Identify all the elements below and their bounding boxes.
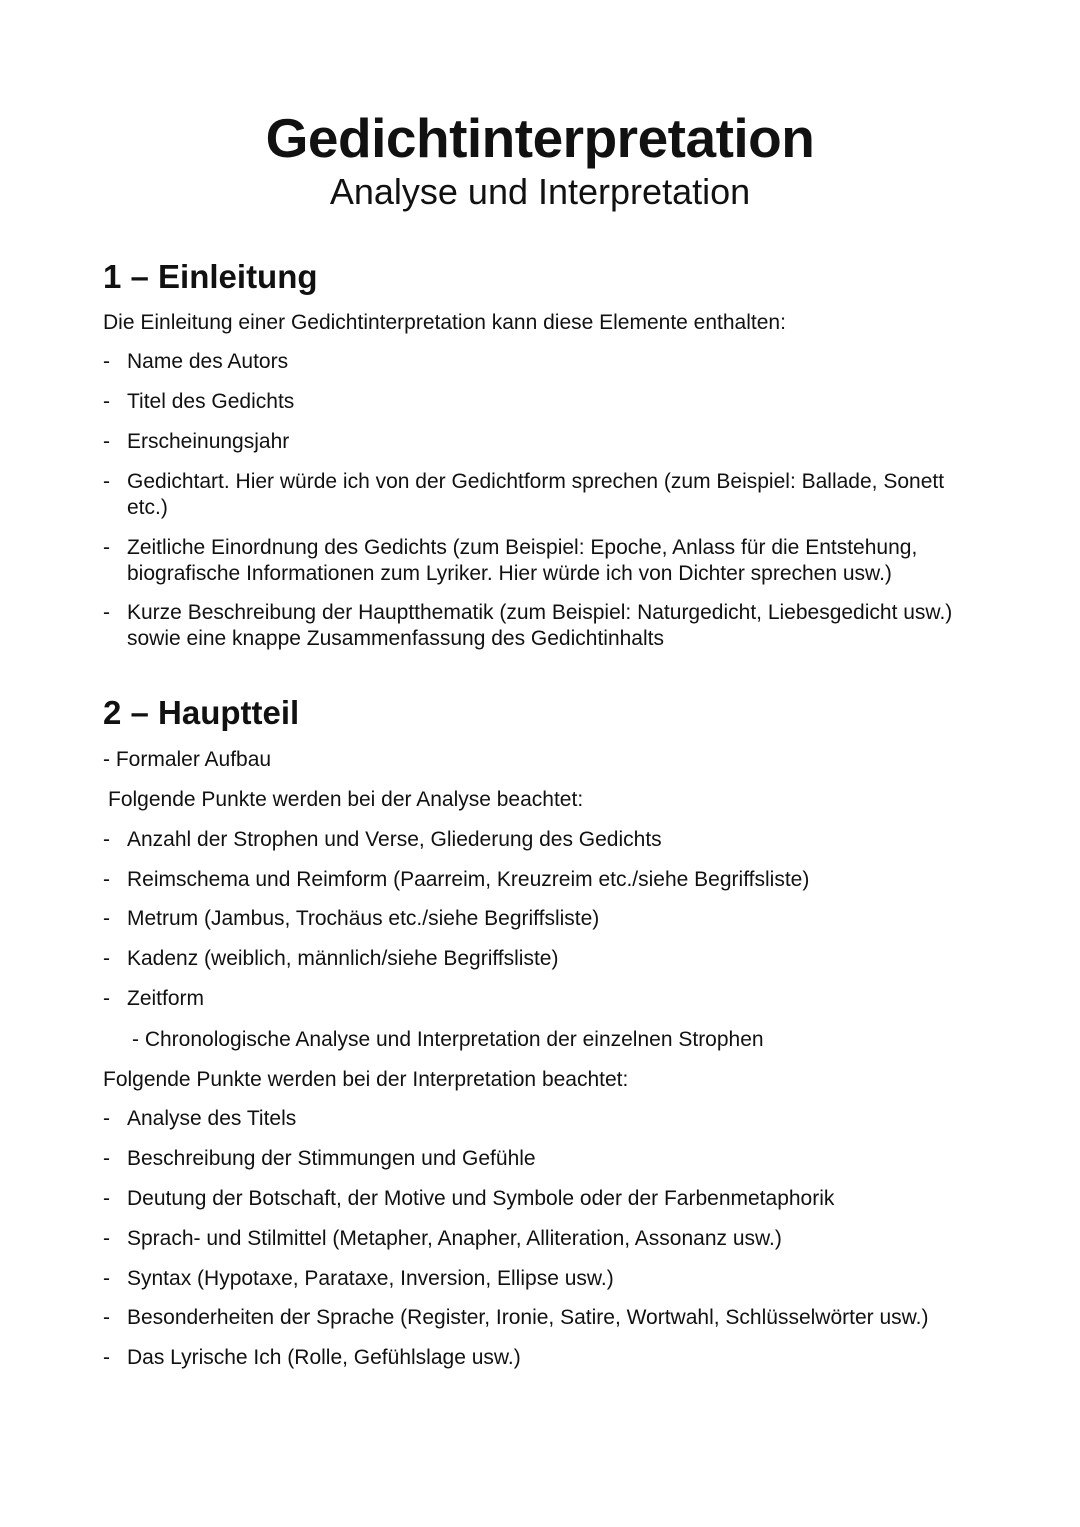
formal-structure-label: - Formaler Aufbau [103,748,272,771]
list-item [103,1146,963,1172]
bullet-dash: - [103,350,110,373]
list-item [103,600,963,651]
section-heading-hauptteil: 2 – Hauptteil [103,694,300,731]
bullet-dash: - [103,1187,110,1210]
bullet-dash: - [103,907,110,930]
bullet-dash: - [103,601,110,624]
list-item [103,1186,963,1212]
list-item-text: Erscheinungsjahr [127,430,290,453]
page-title: Gedichtinterpretation [265,107,815,169]
list-item [103,429,963,455]
list-item [103,535,963,586]
list-item [103,827,963,853]
section-heading-einleitung: 1 – Einleitung [103,258,318,295]
page-subtitle: Analyse und Interpretation [329,171,751,212]
section-intro: Die Einleitung einer Gedichtinterpretation kann diese Elemente enthalten: [103,311,786,334]
list-item-text: Kadenz (weiblich, männlich/siehe Begriffsliste) [127,947,559,970]
analysis-intro: Folgende Punkte werden bei der Analyse beachtet: [108,788,584,811]
list-item-text: Titel des Gedichts [127,390,295,413]
list-item [103,1226,963,1252]
chronological-analysis-label: - Chronologische Analyse und Interpretation der einzelnen Strophen [132,1028,764,1051]
bullet-dash: - [103,536,110,559]
list-item [103,867,963,893]
bullet-dash: - [103,1147,110,1170]
list-item-text: Zeitliche Einordnung des Gedichts (zum Beispiel: Epoche, Anlass für die Entstehung, biografische Informationen zum Lyriker. Hier würde ich von Dichter sprechen usw.) [127,536,918,585]
bullet-dash: - [103,390,110,413]
list-item-text: Sprach- und Stilmittel (Metapher, Anapher, Alliteration, Assonanz usw.) [127,1227,782,1250]
list-item-text: Name des Autors [127,350,289,373]
list-item-text: Syntax (Hypotaxe, Parataxe, Inversion, Ellipse usw.) [127,1267,614,1290]
list-item-text: Besonderheiten der Sprache (Register, Ironie, Satire, Wortwahl, Schlüsselwörter usw.) [127,1306,929,1329]
list-item-text: Deutung der Botschaft, der Motive und Symbole oder der Farbenmetaphorik [127,1187,835,1210]
list-item-text: Gedichtart. Hier würde ich von der Gedichtform sprechen (zum Beispiel: Ballade, Sonett etc.) [127,470,945,519]
bullet-dash: - [103,1227,110,1250]
list-item [103,469,963,520]
list-item-text: Anzahl der Strophen und Verse, Gliederung des Gedichts [127,828,662,851]
bullet-dash: - [103,1346,110,1369]
list-item-text: Metrum (Jambus, Trochäus etc./siehe Begriffsliste) [127,907,600,930]
list-item [103,1305,963,1331]
list-item-text: Das Lyrische Ich (Rolle, Gefühlslage usw.) [127,1346,521,1369]
list-item [103,1106,963,1132]
list-item-text: Beschreibung der Stimmungen und Gefühle [127,1147,536,1170]
bullet-dash: - [103,1267,110,1290]
list-item [103,906,963,932]
list-item [103,389,963,415]
bullet-dash: - [103,1107,110,1130]
list-item [103,986,963,1012]
bullet-dash: - [103,470,110,493]
bullet-dash: - [103,430,110,453]
bullet-dash: - [103,828,110,851]
list-item-text: Zeitform [127,987,205,1010]
list-item-text: Reimschema und Reimform (Paarreim, Kreuzreim etc./siehe Begriffsliste) [127,868,810,891]
bullet-dash: - [103,947,110,970]
list-item-text: Kurze Beschreibung der Hauptthematik (zum Beispiel: Naturgedicht, Liebesgedicht usw.) sowie eine knappe Zusammenfassung des Gedichtinhalts [127,601,953,650]
bullet-dash: - [103,1306,110,1329]
list-item [103,349,963,375]
bullet-dash: - [103,987,110,1010]
list-item [103,1345,963,1371]
list-item [103,946,963,972]
bullet-dash: - [103,868,110,891]
interpretation-intro: Folgende Punkte werden bei der Interpretation beachtet: [103,1068,629,1091]
list-item-text: Analyse des Titels [127,1107,297,1130]
list-item [103,1266,963,1292]
